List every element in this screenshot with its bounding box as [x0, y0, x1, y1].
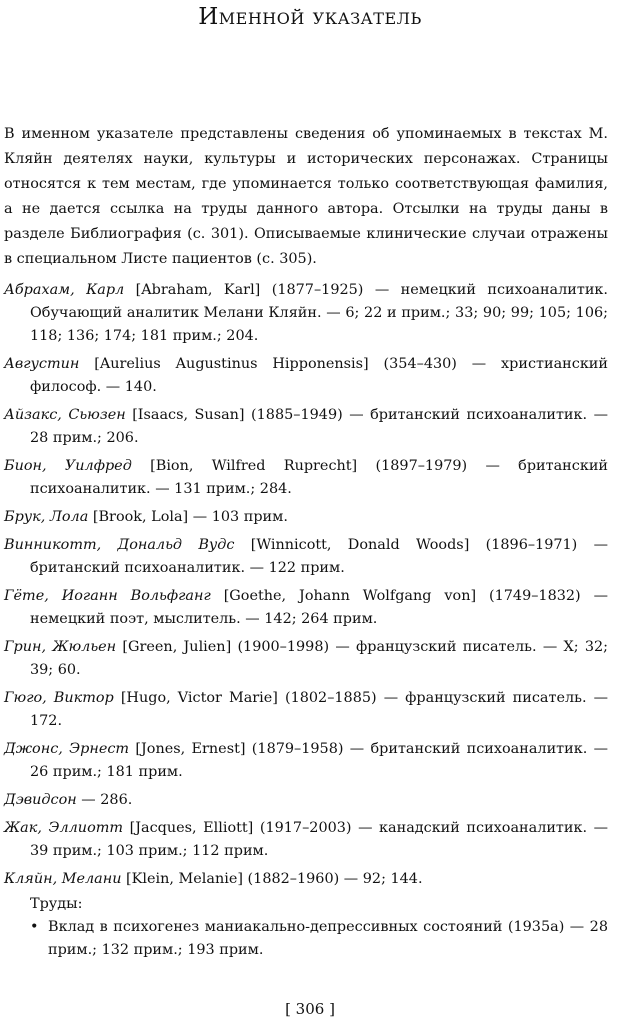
page-title: Именной указатель: [198, 4, 422, 30]
entry-name: Винникотт, Дональд Вудс: [4, 537, 235, 553]
entry-name: Абрахам, Карл: [4, 282, 125, 298]
entry-name: Кляйн, Мелани: [4, 871, 122, 887]
entry-details: [Klein, Melanie] (1882–1960) — 92; 144.: [121, 871, 423, 887]
page-number: [ 306 ]: [285, 1000, 335, 1018]
intro-paragraph: В именном указателе представлены сведения об упоминаемых в текстах М. Кляйн деятелях науки, культуры и исторических персонажах. Страницы относятся к тем местам, где упоминается только соответствующая фамилия, а не дается ссылка на труды данного автора. Отсылки на труды даны в разделе Библиография (с. 301). Описываемые клинические случаи отражены в специальном Листе пациентов (с. 305).: [4, 126, 608, 267]
index-entry: [4, 817, 608, 863]
entry-details: [Hugo, Victor Marie] (1802–1885) — французский писатель. — 172.: [30, 690, 608, 729]
entry-details: [Jones, Ernest] (1879–1958) — британский психоаналитик. — 26 прим.; 181 прим.: [30, 741, 608, 780]
entry-details: [Aurelius Augustinus Hipponensis] (354–430) — христианский философ. — 140.: [30, 356, 608, 395]
entry-name: Джонс, Эрнест: [4, 741, 130, 757]
works-heading: Труды:: [30, 896, 83, 912]
entry-details: [Green, Julien] (1900–1998) — французский писатель. — X; 32; 39; 60.: [30, 639, 608, 678]
entry-details: [Goethe, Johann Wolfgang von] (1749–1832) — немецкий поэт, мыслитель. — 142; 264 прим.: [30, 588, 608, 627]
index-entry: [4, 353, 608, 399]
index-entry: [4, 636, 608, 682]
entry-details: [Abraham, Karl] (1877–1925) — немецкий психоаналитик. Обучающий аналитик Мелани Кляйн. — 6; 22 и прим.; 33; 90; 99; 105; 106; 118; 136; 174; 181 прим.; 204.: [30, 282, 608, 344]
index-entry: [4, 789, 608, 812]
index-entry: [4, 585, 608, 631]
entry-name: Жак, Эллиотт: [4, 820, 124, 836]
index-entry: [4, 534, 608, 580]
index-entry: [4, 687, 608, 733]
entry-name: Дэвидсон: [4, 792, 77, 808]
index-entries: [4, 279, 608, 962]
entry-details: [Jacques, Elliott] (1917–2003) — канадский психоаналитик. — 39 прим.; 103 прим.; 112 прим.: [30, 820, 608, 859]
index-entry: [4, 506, 608, 529]
entry-details: [Winnicott, Donald Woods] (1896–1971) — британский психоаналитик. — 122 прим.: [30, 537, 608, 576]
entry-details: — 286.: [76, 792, 133, 808]
entry-name: Грин, Жюльен: [4, 639, 117, 655]
index-entry: [4, 868, 608, 891]
entry-name: Айзакс, Сьюзен: [4, 407, 126, 423]
index-entry: [4, 279, 608, 348]
entry-name: Гёте, Иоганн Вольфганг: [4, 588, 211, 604]
entry-name: Августин: [4, 356, 80, 372]
index-entry: [4, 404, 608, 450]
entry-name: Брук, Лола: [4, 509, 89, 525]
work-text: Вклад в психогенез маниакально-депрессивных состояний (1935а) — 28 прим.; 132 прим.; 193 прим.: [48, 919, 608, 958]
index-entry: [4, 455, 608, 501]
bullet-icon: •: [30, 919, 39, 935]
index-entry: [4, 738, 608, 784]
entry-name: Гюго, Виктор: [4, 690, 114, 706]
entry-name: Бион, Уилфред: [4, 458, 132, 474]
entry-details: [Bion, Wilfred Ruprecht] (1897–1979) — британский психоаналитик. — 131 прим.; 284.: [30, 458, 609, 497]
entry-details: [Isaacs, Susan] (1885–1949) — британский психоаналитик. — 28 прим.; 206.: [30, 407, 608, 446]
entry-details: [Brook, Lola] — 103 прим.: [88, 509, 288, 525]
work-item: [4, 916, 608, 962]
